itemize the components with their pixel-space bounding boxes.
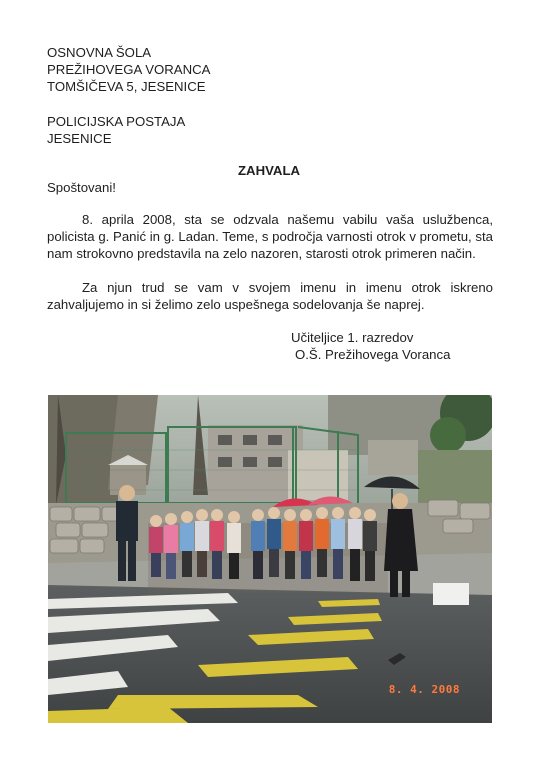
signature-line-1: Učiteljice 1. razredov bbox=[291, 330, 414, 345]
letter-title: ZAHVALA bbox=[238, 163, 301, 178]
recipient-line-city: JESENICE bbox=[47, 131, 112, 146]
body-paragraph-2: Za njun trud se vam v svojem imenu in imenu otrok iskreno zahvaljujemo in si želimo zelo uspešnega sodelovanja še naprej. bbox=[47, 280, 493, 312]
recipient-address bbox=[47, 113, 185, 147]
signature-line-2: O.Š. Prežihovega Voranca bbox=[295, 347, 451, 362]
photo-illustration bbox=[48, 395, 492, 723]
signature bbox=[291, 329, 450, 363]
recipient-line-institution: POLICIJSKA POSTAJA bbox=[47, 114, 186, 129]
photo-date-stamp: 8. 4. 2008 bbox=[388, 683, 460, 696]
body-paragraph-1: 8. aprila 2008, sta se odzvala našemu vabilu vaša uslužbenca, policista g. Panić in g. Ladan. Teme, s področja varnosti otrok v prometu, sta nam strokovno predstavila na zelo nazoren, starosti otrok primeren način. bbox=[47, 212, 493, 261]
class-photo-crosswalk bbox=[48, 395, 492, 723]
sender-line-name: PREŽIHOVEGA VORANCA bbox=[47, 62, 211, 77]
sender-address bbox=[47, 44, 210, 95]
salutation: Spoštovani! bbox=[47, 180, 116, 195]
sender-line-street: TOMŠIČEVA 5, JESENICE bbox=[47, 79, 206, 94]
sender-line-school: OSNOVNA ŠOLA bbox=[47, 45, 152, 60]
